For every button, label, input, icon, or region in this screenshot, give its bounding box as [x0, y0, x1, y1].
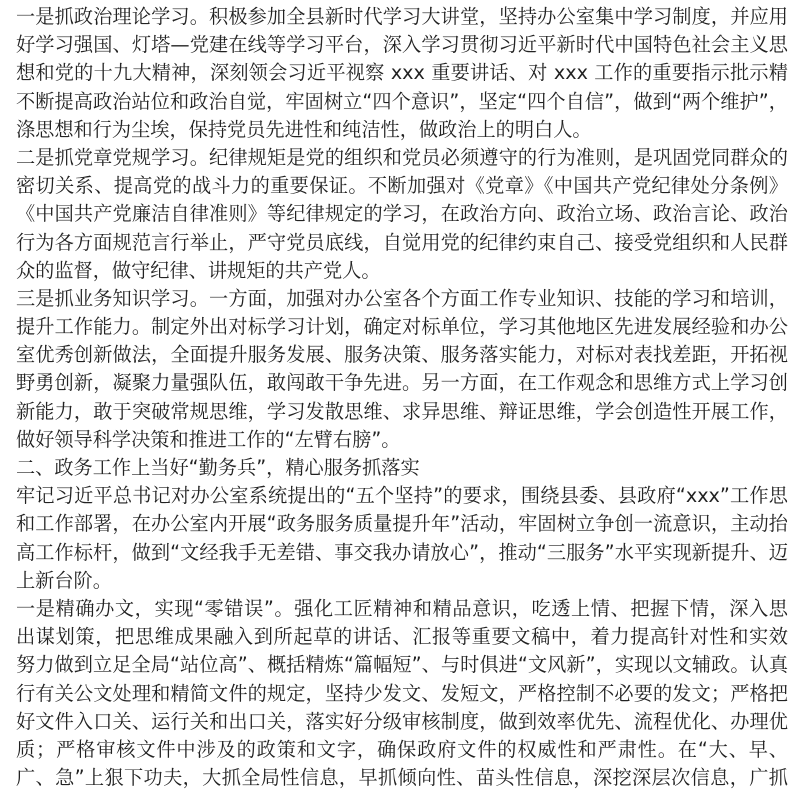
text-line: 野勇创新，凝聚力量强队伍，敢闯敢干争先进。另一方面，在工作观念和思维方式上学习创: [16, 371, 788, 395]
text-line: 想和党的十九大精神，深刻领会习近平视察 xxx 重要讲话、对 xxx 工作的重要指示批示精: [16, 61, 788, 85]
text-line: 提升工作能力。制定外出对标学习计划，确定对标单位，学习其他地区先进发展经验和办公: [16, 315, 788, 339]
text-line: 众的监督，做守纪律、讲规矩的共产党人。: [16, 258, 381, 282]
text-line: 出谋划策，把思维成果融入到所起草的讲话、汇报等重要文稿中，着力提高针对性和实效: [16, 625, 788, 649]
text-line: 好文件入口关、运行关和出口关，落实好分级审核制度，做到效率优先、流程优化、办理优: [16, 709, 788, 733]
text-line: 质；严格审核文件中涉及的政策和文字，确保政府文件的权威性和严肃性。在“大、早、: [16, 737, 788, 761]
text-line: 高工作标杆，做到“文经我手无差错、事交我办请放心”，推动“三服务”水平实现新提升、迈: [16, 540, 788, 564]
paragraph: [16, 595, 788, 792]
text-line: 二是抓党章党规学习。纪律规矩是党的组织和党员必须遵守的行为准则，是巩固党同群众的: [16, 145, 788, 169]
text-line: 牢记习近平总书记对办公室系统提出的“五个坚持”的要求，围绕县委、县政府“xxx”工作思: [16, 484, 788, 508]
paragraph: [16, 144, 788, 285]
text-line: 一是抓政治理论学习。积极参加全县新时代学习大讲堂，坚持办公室集中学习制度，并应用: [16, 5, 788, 28]
paragraph: [16, 3, 788, 144]
text-line: 广、急”上狠下功夫，大抓全局性信息，早抓倾向性、苗头性信息，深挖深层次信息，广抓: [16, 766, 788, 790]
document-body: [16, 3, 788, 792]
text-line: 新能力，敢于突破常规思维，学习发散思维、求异思维、辩证思维，学会创造性开展工作，: [16, 399, 788, 423]
text-line: 努力做到立足全局“站位高”、概括精炼“篇幅短”、与时俱进“文风新”，实现以文辅政。认真: [16, 653, 788, 677]
text-line: 三是抓业务知识学习。一方面，加强对办公室各个方面工作专业知识、技能的学习和培训，: [16, 286, 788, 310]
text-line: 上新台阶。: [16, 568, 112, 592]
section-heading: [16, 454, 788, 482]
text-line: 做好领导科学决策和推进工作的“左臂右膀”。: [16, 427, 401, 451]
text-line: 室优秀创新做法，全面提升服务发展、服务决策、服务落实能力，对标对表找差距，开拓视: [16, 343, 788, 367]
text-line: 《中国共产党廉洁自律准则》等纪律规定的学习，在政治方向、政治立场、政治言论、政治: [16, 202, 788, 226]
text-line: 行有关公文处理和精简文件的规定，坚持少发文、发短文，严格控制不必要的发文；严格把: [16, 681, 788, 705]
paragraph: [16, 482, 788, 595]
text-line: 好学习强国、灯塔—党建在线等学习平台，深入学习贯彻习近平新时代中国特色社会主义思: [16, 33, 788, 57]
text-line: 涤思想和行为尘埃，保持党员先进性和纯洁性，做政治上的明白人。: [16, 117, 592, 141]
text-line: 不断提高政治站位和政治自觉，牢固树立“四个意识”，坚定“四个自信”，做到“两个维护”，: [16, 89, 788, 113]
text-line: 行为各方面规范言行举止，严守党员底线，自觉用党的纪律约束自己、接受党组织和人民群: [16, 230, 788, 254]
text-line: 二、政务工作上当好“勤务兵”，精心服务抓落实: [16, 456, 420, 479]
text-line: 密切关系、提高党的战斗力的重要保证。不断加强对《党章》《中国共产党纪律处分条例》: [16, 174, 788, 198]
text-line: 和工作部署，在办公室内开展“政务服务质量提升年”活动，牢固树立争创一流意识，主动抬: [16, 512, 788, 536]
paragraph: [16, 285, 788, 454]
text-line: 一是精确办文，实现“零错误”。强化工匠精神和精品意识，吃透上情、把握下情，深入思: [16, 596, 788, 620]
